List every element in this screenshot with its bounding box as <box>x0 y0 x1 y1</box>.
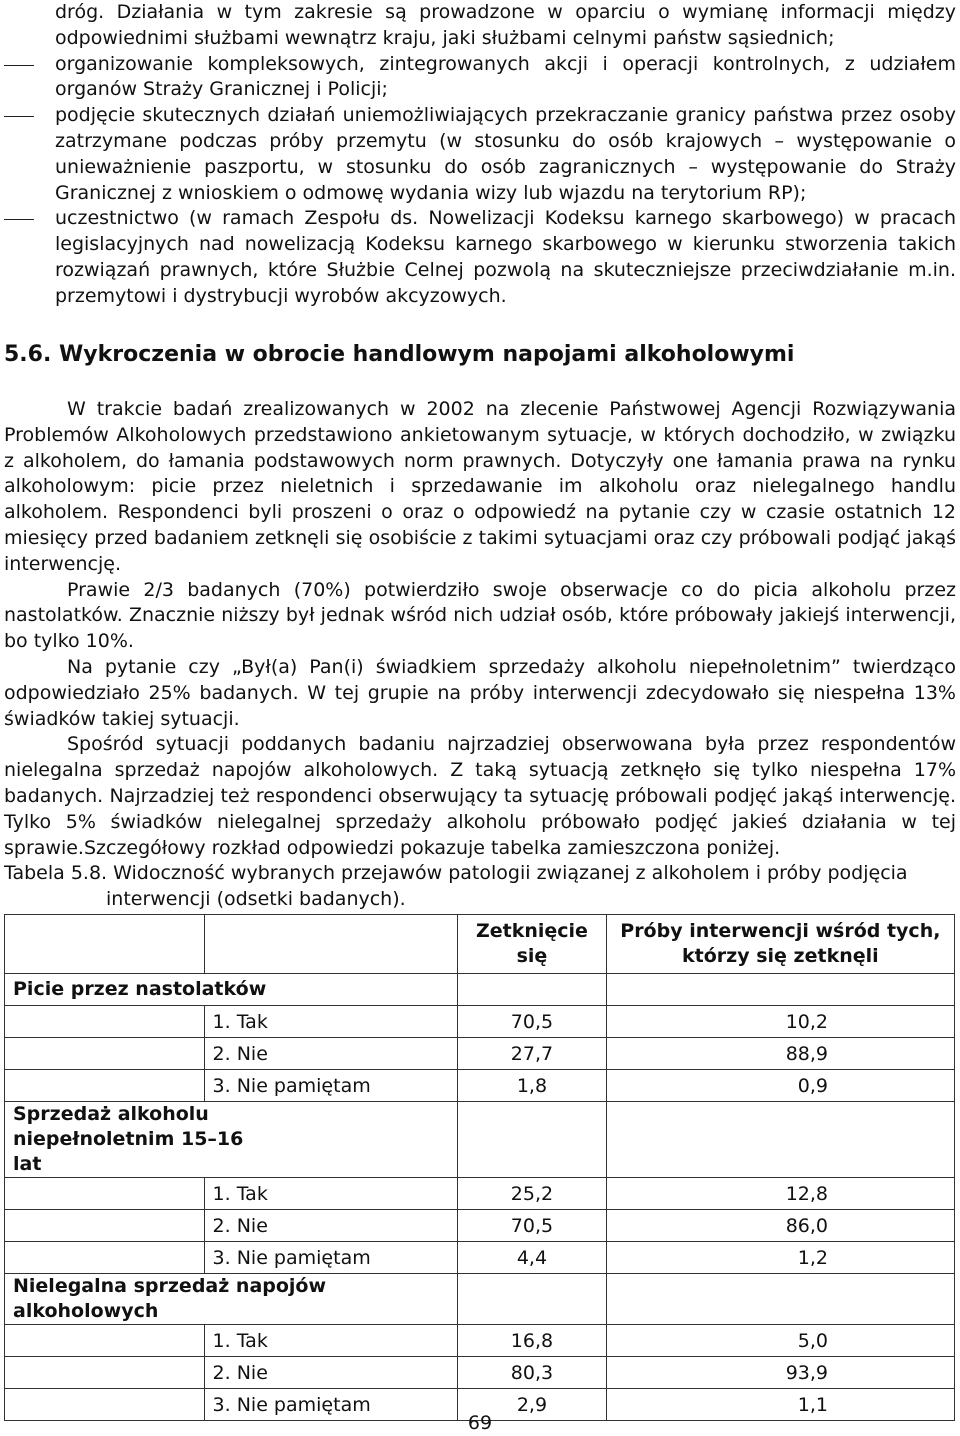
table-caption-line2: interwencji (odsetki badanych). <box>106 887 406 910</box>
contact-cell: 70,5 <box>458 1006 607 1038</box>
contact-cell: 70,5 <box>458 1210 607 1242</box>
attempts-cell: 1,1 <box>606 1389 954 1421</box>
bullet-item <box>4 103 956 206</box>
contact-cell: 16,8 <box>458 1325 607 1357</box>
answer-cell: 2. Nie <box>204 1038 458 1070</box>
attempts-cell: 1,2 <box>606 1242 954 1274</box>
bullet-list <box>4 52 956 310</box>
contact-cell: 4,4 <box>458 1242 607 1274</box>
table-row <box>5 1325 955 1357</box>
continued-text-block <box>4 0 956 310</box>
body-paragraph: Prawie 2/3 badanych (70%) potwierdziło swoje obserwacje co do picia alkoholu przez nastolatków. Znacznie niższy był jednak wśród nich udział osób, które próbowały jakiejś interwencji, bo tylko 10%. <box>4 578 956 653</box>
contact-cell: 80,3 <box>458 1357 607 1389</box>
group-row <box>5 974 955 1006</box>
table-row <box>5 1006 955 1038</box>
answer-cell: 1. Tak <box>204 1006 458 1038</box>
header-contact: Zetknięcie się <box>458 915 607 974</box>
attempts-cell: 0,9 <box>606 1070 954 1102</box>
table-row <box>5 1038 955 1070</box>
answer-cell: 3. Nie pamiętam <box>204 1389 458 1421</box>
attempts-cell: 86,0 <box>606 1210 954 1242</box>
bullet-text: organizowanie kompleksowych, zintegrowanych akcji i operacji kontrolnych, z udziałem organów Straży Granicznej i Policji; <box>55 52 956 101</box>
answer-cell: 3. Nie pamiętam <box>204 1070 458 1102</box>
attempts-cell: 93,9 <box>606 1357 954 1389</box>
body-paragraph: Spośród sytuacji poddanych badaniu najrzadziej obserwowana była przez respondentów nielegalna sprzedaż napojów alkoholowych. Z taką sytuacją zetknęło się tylko niespełna 17% badanych. Najrzadziej też respondenci obserwujący ta sytuację próbowali podjęć jakąś interwencję. Tylko 5% świadków nielegalnej sprzedaży alkoholu próbowało podjęć jakieś działania w tej sprawie.Szczegółowy rozkład odpowiedzi pokazuje tabelka zamieszczona poniżej. <box>4 733 956 859</box>
table-row <box>5 1210 955 1242</box>
group-row <box>5 1274 955 1325</box>
attempts-cell: 12,8 <box>606 1178 954 1210</box>
table-row <box>5 1070 955 1102</box>
group-row <box>5 1102 955 1178</box>
bullet-item <box>4 52 956 104</box>
group-label: Nielegalna sprzedaż napojów alkoholowych <box>5 1274 458 1325</box>
body-paragraph: Na pytanie czy „Był(a) Pan(i) świadkiem sprzedaży alkoholu niepełnoletnim” twierdząco odpowiedziało 25% badanych. W tej grupie na próby interwencji zdecydowało się niespełna 13% świadków takiej sytuacji. <box>4 655 956 730</box>
bullet-text: uczestnictwo (w ramach Zespołu ds. Nowelizacji Kodeksu karnego skarbowego) w pracach legislacyjnych nad nowelizacją Kodeksu karnego skarbowego w kierunku stworzenia takich rozwiązań prawnych, które Służbie Celnej pozwolą na skuteczniejsze przeciwdziałanie m.in. przemytowi i dystrybucji wyrobów akcyzowych. <box>55 207 956 307</box>
contact-cell: 25,2 <box>458 1178 607 1210</box>
contact-cell: 27,7 <box>458 1038 607 1070</box>
continued-paragraph: dróg. Działania w tym zakresie są prowadzone w oparciu o wymianę informacji między odpowiednimi służbami wewnątrz kraju, jaki służbami celnymi państw sąsiednich; <box>55 1 956 49</box>
body-text-block <box>4 397 956 861</box>
data-table <box>4 914 955 1421</box>
answer-cell: 1. Tak <box>204 1325 458 1357</box>
bullet-item <box>4 206 956 309</box>
body-paragraph: W trakcie badań zrealizowanych w 2002 na zlecenie Państwowej Agencji Rozwiązywania Problemów Alkoholowych przedstawiono ankietowanym sytuacje, w których dochodziło, w związku z alkoholem, do łamania podstawowych norm prawnych. Dotyczyły one łamania prawa na rynku alkoholowym: picie przez nieletnich i sprzedawanie im alkoholu oraz nielegalnego handlu alkoholem. Respondenci byli proszeni o oraz o odpowiedź na pytanie czy w czasie ostatnich 12 miesięcy przed badaniem zetknęli się osobiście z takimi sytuacjami oraz czy próbowali podjąć jakąś interwencję. <box>4 398 956 575</box>
group-label: Picie przez nastolatków <box>5 974 458 1006</box>
answer-cell: 3. Nie pamiętam <box>204 1242 458 1274</box>
section-number: 5.6. <box>4 342 52 367</box>
attempts-cell: 88,9 <box>606 1038 954 1070</box>
table-caption <box>4 861 956 913</box>
contact-cell: 1,8 <box>458 1070 607 1102</box>
table-row <box>5 1178 955 1210</box>
page-number: 69 <box>467 1412 493 1434</box>
table-row <box>5 1242 955 1274</box>
table-caption-line1: Tabela 5.8. Widoczność wybranych przejawów patologii związanej z alkoholem i próby podjęcia <box>4 862 908 884</box>
contact-cell: 2,9 <box>458 1389 607 1421</box>
answer-cell: 2. Nie <box>204 1357 458 1389</box>
table-header-row <box>5 915 955 974</box>
header-attempts: Próby interwencji wśród tych, którzy się zetknęli <box>606 915 954 974</box>
table-row <box>5 1357 955 1389</box>
bullet-text: podjęcie skutecznych działań uniemożliwiających przekraczanie granicy państwa przez osoby zatrzymane podczas próby przemytu (w stosunku do osób krajowych – występowanie o unieważnienie paszportu, w stosunku do osób zagranicznych – występowanie do Straży Granicznej z wnioskiem o odmowę wydania wizy lub wjazdu na terytorium RP); <box>55 104 956 204</box>
attempts-cell: 5,0 <box>606 1325 954 1357</box>
section-title: Wykroczenia w obrocie handlowym napojami alkoholowymi <box>59 342 795 367</box>
attempts-cell: 10,2 <box>606 1006 954 1038</box>
answer-cell: 1. Tak <box>204 1178 458 1210</box>
section-heading <box>4 340 956 370</box>
group-label: Sprzedaż alkoholu niepełnoletnim 15–16 lat <box>5 1102 458 1178</box>
answer-cell: 2. Nie <box>204 1210 458 1242</box>
